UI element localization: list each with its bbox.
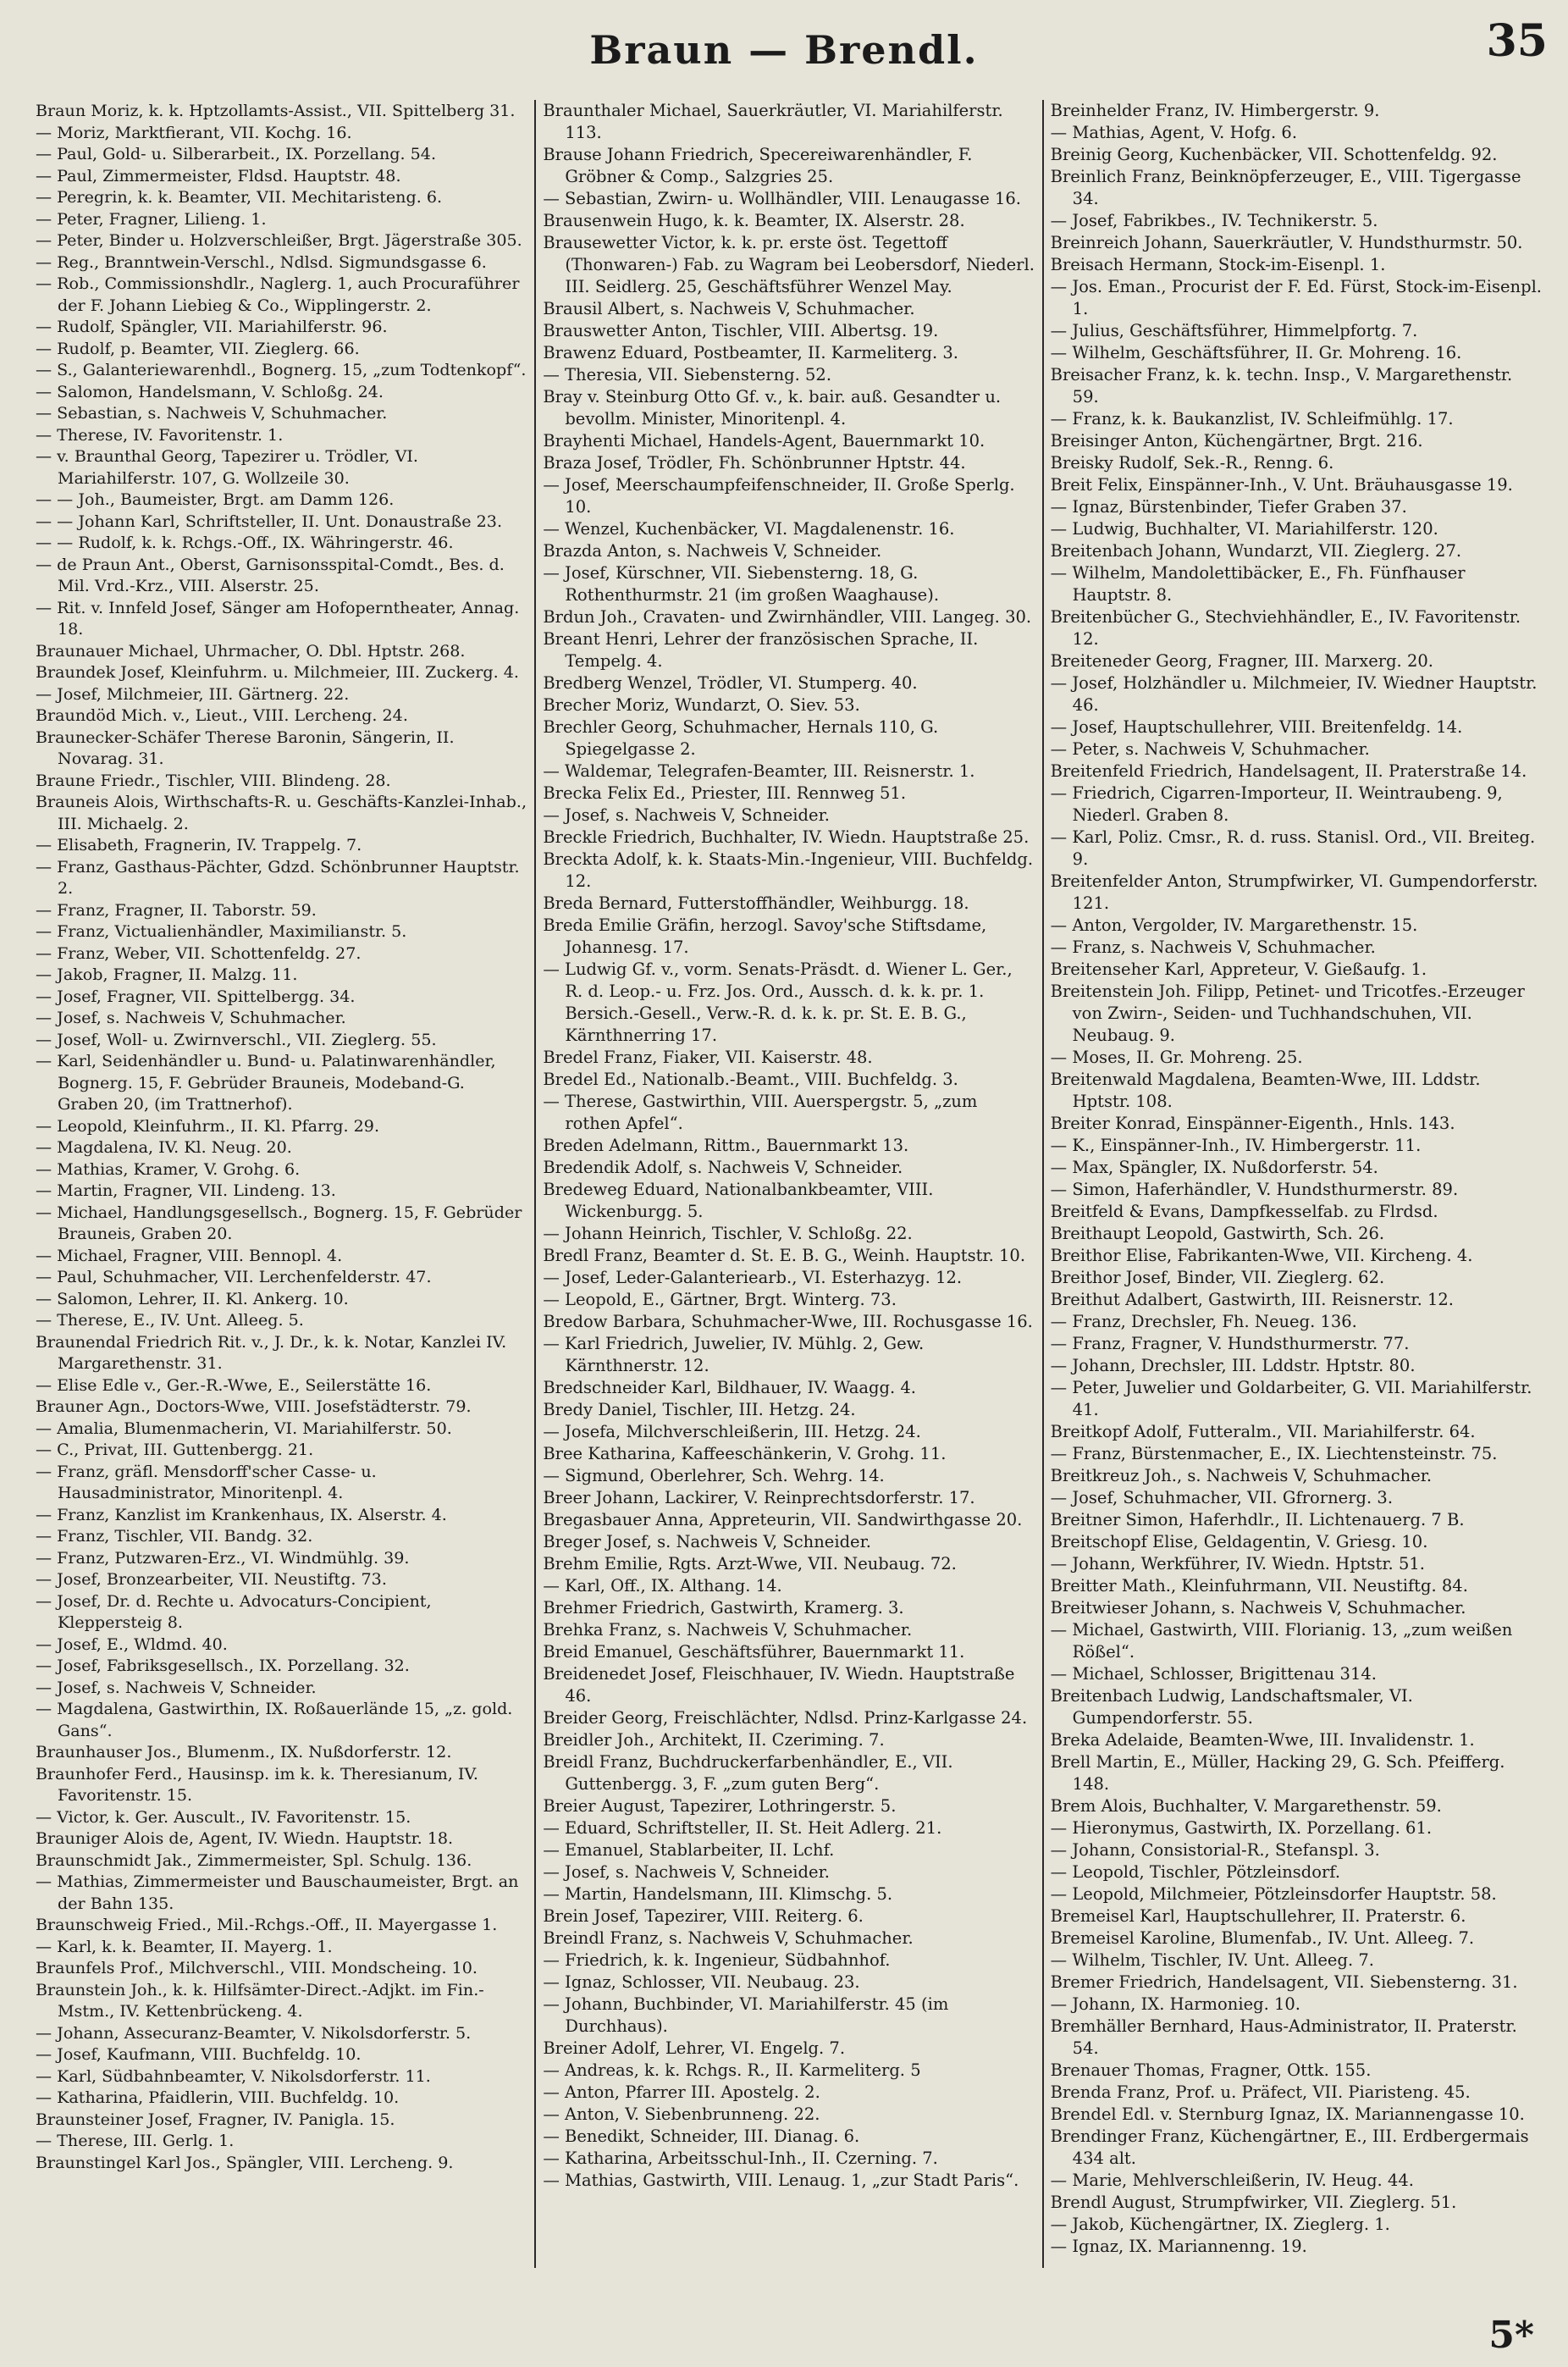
directory-entry: — Sebastian, s. Nachweis V, Schuhmacher.: [36, 403, 388, 423]
directory-entry: — Therese, III. Gerlg. 1.: [36, 2131, 235, 2150]
directory-entry: Braza Josef, Trödler, Fh. Schönbrunner Hptstr. 44.: [543, 453, 966, 473]
directory-entry: — Peter, s. Nachweis V, Schuhmacher.: [1050, 739, 1370, 759]
directory-entry: Breithor Josef, Binder, VII. Zieglerg. 62.: [1050, 1268, 1385, 1287]
directory-entry: — Franz, Victualienhändler, Maximilianstr. 5.: [36, 921, 407, 941]
directory-entry: — Josefa, Milchverschleißerin, III. Hetzg. 24.: [543, 1422, 921, 1441]
directory-entry: — Johann, Consistorial-R., Stefanspl. 3.: [1050, 1840, 1380, 1860]
directory-entry: — Paul, Schuhmacher, VII. Lerchenfelderstr. 47.: [36, 1267, 432, 1286]
directory-entry: Breier August, Tapezirer, Lothringerstr. 5.: [543, 1796, 897, 1816]
directory-entry: Breitfeld & Evans, Dampfkesselfab. zu Flrdsd.: [1050, 1202, 1438, 1221]
directory-entry: Brehka Franz, s. Nachweis V, Schuhmacher.: [543, 1620, 913, 1640]
directory-entry: — Wilhelm, Geschäftsführer, II. Gr. Mohreng. 16.: [1050, 343, 1462, 362]
directory-entry: Breitenfelder Anton, Strumpfwirker, VI. Gumpendorferstr. 121.: [1050, 871, 1538, 913]
directory-columns: [29, 100, 1549, 2268]
directory-entry: — Paul, Zimmermeister, Fldsd. Hauptstr. 48.: [36, 165, 401, 185]
directory-entry: — Magdalena, IV. Kl. Neug. 20.: [36, 1137, 292, 1157]
directory-entry: — Franz, Weber, VII. Schottenfeldg. 27.: [36, 943, 362, 963]
directory-entry: — Franz, Tischler, VII. Bandg. 32.: [36, 1526, 313, 1546]
directory-entry: Brausenwein Hugo, k. k. Beamter, IX. Alserstr. 28.: [543, 211, 965, 230]
directory-entry: Braunstingel Karl Jos., Spängler, VIII. Lercheng. 9.: [36, 2152, 454, 2172]
directory-entry: — Therese, IV. Favoritenstr. 1.: [36, 424, 284, 445]
directory-entry: Breitenfeld Friedrich, Handelsagent, II. Praterstraße 14.: [1050, 761, 1527, 781]
directory-entry: Breithut Adalbert, Gastwirth, III. Reisnerstr. 12.: [1050, 1290, 1454, 1309]
directory-entry: — Mathias, Kramer, V. Grohg. 6.: [36, 1159, 301, 1179]
directory-entry: — Franz, k. k. Baukanzlist, IV. Schleifmühlg. 17.: [1050, 409, 1454, 429]
directory-entry: — Ignaz, Bürstenbinder, Tiefer Graben 37.: [1050, 497, 1407, 517]
directory-entry: Braunfels Prof., Milchverschl., VIII. Mondscheing. 10.: [36, 1958, 478, 1977]
directory-entry: — Karl, Südbahnbeamter, V. Nikolsdorferstr. 11.: [36, 2066, 431, 2086]
directory-entry: — Marie, Mehlverschleißerin, IV. Heug. 44.: [1050, 2171, 1414, 2190]
directory-entry: — Sigmund, Oberlehrer, Sch. Wehrg. 14.: [543, 1466, 885, 1485]
directory-entry: — Peter, Juwelier und Goldarbeiter, G. VII. Mariahilferstr. 41.: [1050, 1378, 1532, 1419]
directory-entry: — Katharina, Pfaidlerin, VIII. Buchfeldg. 10.: [36, 2088, 400, 2107]
directory-entry: Brein Josef, Tapezirer, VIII. Reiterg. 6.: [543, 1906, 864, 1926]
directory-entry: Braunschweig Fried., Mil.-Rchgs.-Off., II. Mayergasse 1.: [36, 1915, 498, 1934]
directory-entry: — Anton, V. Siebenbrunneng. 22.: [543, 2104, 820, 2124]
directory-entry: — Wenzel, Kuchenbäcker, VI. Magdalenenstr. 16.: [543, 519, 955, 539]
directory-entry: Breit Felix, Einspänner-Inh., V. Unt. Bräuhausgasse 19.: [1050, 475, 1513, 495]
directory-entry: Breitenstein Joh. Filipp, Petinet- und Tricotfes.-Erzeuger von Zwirn-, Seiden- und Tuchhandschuhen, VII. Neubaug. 9.: [1050, 982, 1525, 1045]
directory-entry: — Mathias, Gastwirth, VIII. Lenaug. 1, „zur Stadt Paris“.: [543, 2171, 1019, 2190]
directory-entry: — Johann Heinrich, Tischler, V. Schloßg. 22.: [543, 1224, 913, 1243]
page-number: 35: [1486, 15, 1548, 67]
directory-entry: — Wilhelm, Mandolettibäcker, E., Fh. Fünfhauser Hauptstr. 8.: [1050, 563, 1466, 605]
directory-entry: — Jakob, Küchengärtner, IX. Zieglerg. 1.: [1050, 2215, 1390, 2234]
directory-entry: — Franz, Fragner, II. Taborstr. 59.: [36, 899, 317, 920]
directory-entry: — Peregrin, k. k. Beamter, VII. Mechitaristeng. 6.: [36, 187, 443, 207]
directory-entry: — Josef, s. Nachweis V, Schneider.: [543, 1862, 830, 1882]
running-head: Braun — Brendl.: [589, 27, 979, 73]
directory-entry: — Moriz, Marktfierant, VII. Kochg. 16.: [36, 122, 352, 142]
directory-entry: Bregasbauer Anna, Appreteurin, VII. Sandwirthgasse 20.: [543, 1510, 1023, 1529]
directory-entry: — Josef, E., Wldmd. 40.: [36, 1634, 228, 1654]
directory-entry: Breitenbücher G., Stechviehhändler, E., IV. Favoritenstr. 12.: [1050, 607, 1521, 649]
directory-entry: Brell Martin, E., Müller, Hacking 29, G. Sch. Pfeifferg. 148.: [1050, 1752, 1505, 1794]
directory-entry: — Rit. v. Innfeld Josef, Sänger am Hofoperntheater, Annag. 18.: [36, 597, 520, 639]
directory-entry: Bredl Franz, Beamter d. St. E. B. G., Weinh. Hauptstr. 10.: [543, 1246, 1026, 1265]
directory-entry: — Martin, Handelsmann, III. Klimschg. 5.: [543, 1884, 893, 1904]
directory-entry: Breckta Adolf, k. k. Staats-Min.-Ingenieur, VIII. Buchfeldg. 12.: [543, 849, 1034, 891]
directory-entry: Breid Emanuel, Geschäftsführer, Bauernmarkt 11.: [543, 1642, 965, 1662]
directory-entry: — Josef, s. Nachweis V, Schneider.: [543, 805, 830, 825]
directory-entry: Breitenwald Magdalena, Beamten-Wwe, III. Lddstr. Hptstr. 108.: [1050, 1070, 1481, 1111]
directory-entry: Breisacher Franz, k. k. techn. Insp., V. Margarethenstr. 59.: [1050, 365, 1513, 406]
directory-entry: Breda Emilie Gräfin, herzogl. Savoy'sche Stiftsdame, Johannesg. 17.: [543, 915, 987, 957]
directory-entry: — Elise Edle v., Ger.-R.-Wwe, E., Seilerstätte 16.: [36, 1374, 432, 1395]
directory-entry: Brechler Georg, Schuhmacher, Hernals 110, G. Spiegelgasse 2.: [543, 717, 939, 759]
directory-entry: — Victor, k. Ger. Auscult., IV. Favoritenstr. 15.: [36, 1806, 411, 1827]
directory-entry: Breithaupt Leopold, Gastwirth, Sch. 26.: [1050, 1224, 1385, 1243]
directory-entry: — Magdalena, Gastwirthin, IX. Roßauerlände 15, „z. gold. Gans“.: [36, 1699, 513, 1740]
directory-entry: — Benedikt, Schneider, III. Dianag. 6.: [543, 2126, 860, 2146]
directory-entry: Bray v. Steinburg Otto Gf. v., k. bair. auß. Gesandter u. bevollm. Minister, Minoritenpl. 4.: [543, 387, 1002, 429]
directory-entry: Breden Adelmann, Rittm., Bauernmarkt 13.: [543, 1136, 909, 1155]
page-header: [0, 15, 1568, 91]
directory-entry: — Andreas, k. k. Rchgs. R., II. Karmeliterg. 5: [543, 2060, 921, 2080]
directory-entry: Brausil Albert, s. Nachweis V, Schuhmacher.: [543, 299, 915, 318]
directory-entry: Breitschopf Elise, Geldagentin, V. Griesg. 10.: [1050, 1532, 1428, 1551]
directory-entry: — Emanuel, Stablarbeiter, II. Lchf.: [543, 1840, 835, 1860]
directory-entry: Brecka Felix Ed., Priester, III. Rennweg 51.: [543, 783, 907, 803]
directory-entry: Breitter Math., Kleinfuhrmann, VII. Neustiftg. 84.: [1050, 1576, 1468, 1596]
directory-entry: — Jakob, Fragner, II. Malzg. 11.: [36, 965, 298, 984]
directory-entry: — Karl, k. k. Beamter, II. Mayerg. 1.: [36, 1936, 333, 1956]
directory-entry: — Mathias, Zimmermeister und Bauschaumeister, Brgt. an der Bahn 135.: [36, 1872, 519, 1913]
directory-entry: — Johann, Werkführer, IV. Wiedn. Hptstr. 51.: [1050, 1554, 1425, 1573]
directory-entry: Breckle Friedrich, Buchhalter, IV. Wiedn. Hauptstraße 25.: [543, 827, 1030, 847]
directory-entry: Braunthaler Michael, Sauerkräutler, VI. Mariahilferstr. 113.: [543, 101, 1003, 142]
directory-entry: — S., Galanteriewarenhdl., Bognerg. 15, „zum Todtenkopf“.: [36, 360, 527, 379]
directory-entry: — Josef, s. Nachweis V, Schuhmacher.: [36, 1008, 346, 1027]
directory-entry: — Leopold, Kleinfuhrm., II. Kl. Pfarrg. 29.: [36, 1115, 380, 1136]
directory-entry: — Moses, II. Gr. Mohreng. 25.: [1050, 1048, 1303, 1067]
directory-entry: Breisach Hermann, Stock-im-Eisenpl. 1.: [1050, 255, 1386, 274]
directory-entry: — Therese, Gastwirthin, VIII. Auerspergstr. 5, „zum rothen Apfel“.: [543, 1092, 978, 1133]
directory-entry: — Josef, Fabrikbes., IV. Technikerstr. 5.: [1050, 211, 1378, 230]
directory-entry: Breidl Franz, Buchdruckerfarbenhändler, E., VII. Guttenbergg. 3, F. „zum guten Berg“.: [543, 1752, 953, 1794]
directory-entry: Breitenbach Johann, Wundarzt, VII. Zieglerg. 27.: [1050, 541, 1462, 561]
directory-entry: Breider Georg, Freischlächter, Ndlsd. Prinz-Karlgasse 24.: [543, 1708, 1028, 1728]
directory-entry: — Eduard, Schriftsteller, II. St. Heit Adlerg. 21.: [543, 1818, 942, 1838]
directory-entry: — Karl, Seidenhändler u. Bund- u. Palatinwarenhändler, Bognerg. 15, F. Gebrüder Brauneis, Modeband-G. Graben 20, (im Trattnerhof).: [36, 1051, 496, 1114]
directory-entry: — Ludwig Gf. v., vorm. Senats-Präsdt. d. Wiener L. Ger., R. d. Leop.- u. Frz. Jos. Ord., Aussch. d. k. k. pr. 1. Bersich.-Gesell., Verw.-R. d. k. k. pr. St. E. B. G., Kärnthnerring 17.: [543, 960, 1013, 1045]
directory-column-1: [29, 100, 536, 2268]
directory-entry: — — Joh., Baumeister, Brgt. am Damm 126.: [36, 489, 395, 509]
directory-entry: Bremer Friedrich, Handelsagent, VII. Siebensterng. 31.: [1050, 1972, 1518, 1992]
directory-entry: Breiter Konrad, Einspänner-Eigenth., Hnls. 143.: [1050, 1114, 1455, 1133]
directory-entry: Brauniger Alois de, Agent, IV. Wiedn. Hauptstr. 18.: [36, 1828, 454, 1848]
directory-entry: — Franz, Fragner, V. Hundsthurmerstr. 77.: [1050, 1334, 1410, 1353]
directory-entry: Breidler Joh., Architekt, II. Czeriming. 7.: [543, 1730, 885, 1750]
directory-entry: — Michael, Schlosser, Brigittenau 314.: [1050, 1664, 1377, 1684]
directory-entry: — Josef, Kaufmann, VIII. Buchfeldg. 10.: [36, 2044, 362, 2064]
directory-entry: — Rob., Commissionshdlr., Naglerg. 1, auch Procuraführer der F. Johann Liebieg & Co., Wipplingerstr. 2.: [36, 274, 520, 315]
directory-entry: Bredberg Wenzel, Trödler, VI. Stumperg. 40.: [543, 673, 918, 693]
directory-entry: Brawenz Eduard, Postbeamter, II. Karmeliterg. 3.: [543, 343, 958, 362]
directory-entry: Braundöd Mich. v., Lieut., VIII. Lercheng. 24.: [36, 705, 408, 725]
directory-entry: Breisinger Anton, Küchengärtner, Brgt. 216.: [1050, 431, 1423, 451]
directory-entry: — Hieronymus, Gastwirth, IX. Porzellang. 61.: [1050, 1818, 1433, 1838]
directory-entry: — Therese, E., IV. Unt. Alleeg. 5.: [36, 1310, 304, 1330]
directory-entry: — Anton, Vergolder, IV. Margarethenstr. 15.: [1050, 915, 1418, 935]
directory-entry: Breindl Franz, s. Nachweis V, Schuhmacher.: [543, 1928, 914, 1948]
directory-entry: Breitenbach Ludwig, Landschaftsmaler, VI. Gumpendorferstr. 55.: [1050, 1686, 1413, 1728]
directory-entry: Brause Johann Friedrich, Specereiwarenhändler, F. Gröbner & Comp., Salzgries 25.: [543, 145, 973, 186]
directory-entry: Breer Johann, Lackirer, V. Reinprechtsdorferstr. 17.: [543, 1488, 975, 1507]
directory-entry: Brenda Franz, Prof. u. Präfect, VII. Piaristeng. 45.: [1050, 2082, 1471, 2102]
directory-entry: — Salomon, Handelsmann, V. Schloßg. 24.: [36, 381, 384, 401]
directory-entry: Brauswetter Anton, Tischler, VIII. Albertsg. 19.: [543, 321, 939, 340]
directory-entry: — Julius, Geschäftsführer, Himmelpfortg. 7.: [1050, 321, 1418, 340]
directory-entry: Brehmer Friedrich, Gastwirth, Kramerg. 3.: [543, 1598, 904, 1618]
directory-entry: — Josef, Bronzearbeiter, VII. Neustiftg. 73.: [36, 1569, 387, 1589]
directory-entry: Breitkopf Adolf, Futteralm., VII. Mariahilferstr. 64.: [1050, 1422, 1476, 1441]
directory-entry: — Katharina, Arbeitsschul-Inh., II. Czerning. 7.: [543, 2149, 938, 2168]
directory-entry: Bredy Daniel, Tischler, III. Hetzg. 24.: [543, 1400, 856, 1419]
directory-entry: — Franz, s. Nachweis V, Schuhmacher.: [1050, 937, 1376, 957]
directory-entry: Breitner Simon, Haferhdlr., II. Lichtenauerg. 7 B.: [1050, 1510, 1465, 1529]
directory-entry: — Johann, Buchbinder, VI. Mariahilferstr. 45 (im Durchhaus).: [543, 1994, 949, 2036]
directory-entry: — Friedrich, k. k. Ingenieur, Südbahnhof.: [543, 1950, 891, 1970]
directory-entry: — Michael, Fragner, VIII. Bennopl. 4.: [36, 1245, 343, 1265]
directory-entry: — Theresia, VII. Siebensterng. 52.: [543, 365, 832, 384]
directory-entry: — Leopold, E., Gärtner, Brgt. Winterg. 73.: [543, 1290, 897, 1309]
directory-entry: Braunhofer Ferd., Hausinsp. im k. k. Theresianum, IV. Favoritenstr. 15.: [36, 1763, 478, 1805]
directory-entry: Breiteneder Georg, Fragner, III. Marxerg. 20.: [1050, 651, 1433, 671]
directory-entry: — Elisabeth, Fragnerin, IV. Trappelg. 7.: [36, 835, 362, 854]
directory-entry: Brenauer Thomas, Fragner, Ottk. 155.: [1050, 2060, 1372, 2080]
directory-entry: Breinig Georg, Kuchenbäcker, VII. Schottenfeldg. 92.: [1050, 145, 1498, 164]
directory-entry: — Waldemar, Telegrafen-Beamter, III. Reisnerstr. 1.: [543, 761, 975, 781]
directory-entry: Braunhauser Jos., Blumenm., IX. Nußdorferstr. 12.: [36, 1742, 452, 1761]
directory-entry: — Ignaz, IX. Mariannenng. 19.: [1050, 2237, 1307, 2256]
directory-entry: — Josef, Woll- u. Zwirnverschl., VII. Zieglerg. 55.: [36, 1029, 437, 1049]
directory-column-2: [536, 100, 1043, 2268]
directory-entry: — Franz, Putzwaren-Erz., VI. Windmühlg. 39.: [36, 1547, 410, 1568]
directory-entry: Bredendik Adolf, s. Nachweis V, Schneider.: [543, 1158, 903, 1177]
directory-entry: Brausewetter Victor, k. k. pr. erste öst. Tegettoff (Thonwaren-) Fab. zu Wagram bei Leobersdorf, Niederl. III. Seidlerg. 25, Geschäftsführer Wenzel May.: [543, 233, 1035, 296]
directory-entry: Brecher Moriz, Wundarzt, O. Siev. 53.: [543, 695, 860, 715]
directory-entry: Brem Alois, Buchhalter, V. Margarethenstr. 59.: [1050, 1796, 1442, 1816]
directory-entry: Breithor Elise, Fabrikanten-Wwe, VII. Kircheng. 4.: [1050, 1246, 1473, 1265]
directory-entry: Bredel Ed., Nationalb.-Beamt., VIII. Buchfeldg. 3.: [543, 1070, 958, 1089]
directory-entry: Bredeweg Eduard, Nationalbankbeamter, VIII. Wickenburgg. 5.: [543, 1180, 934, 1221]
directory-entry: Bremeisel Karl, Hauptschullehrer, II. Praterstr. 6.: [1050, 1906, 1466, 1926]
directory-entry: — Franz, Drechsler, Fh. Neueg. 136.: [1050, 1312, 1357, 1331]
directory-entry: — Anton, Pfarrer III. Apostelg. 2.: [543, 2082, 820, 2102]
directory-entry: Breinreich Johann, Sauerkräutler, V. Hundsthurmstr. 50.: [1050, 233, 1523, 252]
directory-entry: Bredow Barbara, Schuhmacher-Wwe, III. Rochusgasse 16.: [543, 1312, 1033, 1331]
directory-entry: — Karl Friedrich, Juwelier, IV. Mühlg. 2, Gew. Kärnthnerstr. 12.: [543, 1334, 925, 1375]
directory-entry: Breitkreuz Joh., s. Nachweis V, Schuhmacher.: [1050, 1466, 1433, 1485]
directory-entry: — Josef, s. Nachweis V, Schneider.: [36, 1677, 317, 1697]
directory-entry: — Johann, Drechsler, III. Lddstr. Hptstr. 80.: [1050, 1356, 1416, 1375]
directory-entry: — Martin, Fragner, VII. Lindeng. 13.: [36, 1181, 336, 1200]
directory-entry: — Josef, Fragner, VII. Spittelbergg. 34.: [36, 986, 356, 1006]
directory-entry: Breisky Rudolf, Sek.-R., Renng. 6.: [1050, 453, 1334, 473]
directory-entry: Braune Friedr., Tischler, VIII. Blindeng. 28.: [36, 770, 391, 790]
directory-entry: Brdun Joh., Cravaten- und Zwirnhändler, VIII. Langeg. 30.: [543, 607, 1032, 627]
directory-entry: — Paul, Gold- u. Silberarbeit., IX. Porzellang. 54.: [36, 144, 437, 163]
directory-entry: Brazda Anton, s. Nachweis V, Schneider.: [543, 541, 882, 561]
directory-entry: Bremhäller Bernhard, Haus-Administrator, II. Praterstr. 54.: [1050, 2016, 1517, 2058]
directory-entry: — Franz, gräfl. Mensdorff'scher Casse- u. Hausadministrator, Minoritenpl. 4.: [36, 1461, 377, 1502]
directory-entry: Brayhenti Michael, Handels-Agent, Bauernmarkt 10.: [543, 431, 986, 451]
directory-entry: — Franz, Kanzlist im Krankenhaus, IX. Alserstr. 4.: [36, 1504, 447, 1524]
directory-entry: — Josef, Meerschaumpfeifenschneider, II. Große Sperlg. 10.: [543, 475, 1015, 517]
directory-entry: — Amalia, Blumenmacherin, VI. Mariahilferstr. 50.: [36, 1418, 452, 1438]
directory-entry: Brendl August, Strumpfwirker, VII. Zieglerg. 51.: [1050, 2193, 1457, 2212]
directory-entry: — Rudolf, p. Beamter, VII. Zieglerg. 66.: [36, 338, 360, 358]
directory-entry: — — Johann Karl, Schriftsteller, II. Unt. Donaustraße 23.: [36, 511, 503, 531]
directory-entry: — Josef, Dr. d. Rechte u. Advocaturs-Concipient, Kleppersteig 8.: [36, 1590, 432, 1632]
directory-entry: — Simon, Haferhändler, V. Hundsthurmerstr. 89.: [1050, 1180, 1459, 1199]
directory-entry: — Franz, Gasthaus-Pächter, Gdzd. Schönbrunner Hauptstr. 2.: [36, 856, 520, 898]
directory-entry: — Jos. Eman., Procurist der F. Ed. Fürst, Stock-im-Eisenpl. 1.: [1050, 277, 1543, 318]
directory-entry: Braunendal Friedrich Rit. v., J. Dr., k. k. Notar, Kanzlei IV. Margarethenstr. 31.: [36, 1331, 507, 1373]
directory-entry: — Josef, Fabriksgesellsch., IX. Porzellang. 32.: [36, 1656, 410, 1675]
directory-entry: Brauner Agn., Doctors-Wwe, VIII. Josefstädterstr. 79.: [36, 1396, 472, 1416]
directory-entry: — v. Braunthal Georg, Tapezirer u. Trödler, VI. Mariahilferstr. 107, G. Wollzeile 30.: [36, 446, 418, 488]
directory-entry: — Ludwig, Buchhalter, VI. Mariahilferstr. 120.: [1050, 519, 1438, 539]
directory-entry: — Wilhelm, Tischler, IV. Unt. Alleeg. 7.: [1050, 1950, 1374, 1970]
directory-entry: — Leopold, Tischler, Pötzleinsdorf.: [1050, 1862, 1341, 1882]
directory-entry: — Salomon, Lehrer, II. Kl. Ankerg. 10.: [36, 1288, 349, 1308]
directory-entry: Breitenseher Karl, Appreteur, V. Gießaufg. 1.: [1050, 960, 1427, 979]
directory-entry: Braunecker-Schäfer Therese Baronin, Sängerin, II. Novarag. 31.: [36, 727, 455, 768]
directory-entry: — Mathias, Agent, V. Hofg. 6.: [1050, 123, 1298, 142]
directory-entry: Breinlich Franz, Beinknöpferzeuger, E., VIII. Tigergasse 34.: [1050, 167, 1521, 208]
directory-entry: Braundek Josef, Kleinfuhrm. u. Milchmeier, III. Zuckerg. 4.: [36, 662, 519, 682]
directory-entry: Breger Josef, s. Nachweis V, Schneider.: [543, 1532, 871, 1551]
directory-entry: — Josef, Leder-Galanteriearb., VI. Esterhazyg. 12.: [543, 1268, 963, 1287]
directory-entry: — Leopold, Milchmeier, Pötzleinsdorfer Hauptstr. 58.: [1050, 1884, 1497, 1904]
directory-entry: — Peter, Fragner, Lilieng. 1.: [36, 208, 267, 229]
directory-entry: — Rudolf, Spängler, VII. Mariahilferstr. 96.: [36, 317, 388, 336]
directory-entry: Braunsteiner Josef, Fragner, IV. Panigla. 15.: [36, 2109, 395, 2129]
directory-entry: Breinhelder Franz, IV. Himbergerstr. 9.: [1050, 101, 1380, 120]
directory-entry: — Karl, Off., IX. Althang. 14.: [543, 1576, 782, 1596]
directory-entry: — — Rudolf, k. k. Rchgs.-Off., IX. Währingerstr. 46.: [36, 533, 454, 552]
directory-entry: Breidenedet Josef, Fleischhauer, IV. Wiedn. Hauptstraße 46.: [543, 1664, 1015, 1706]
directory-entry: — Reg., Branntwein-Verschl., Ndlsd. Sigmundsgasse 6.: [36, 252, 487, 272]
directory-entry: — Josef, Holzhändler u. Milchmeier, IV. Wiedner Hauptstr. 46.: [1050, 673, 1538, 715]
directory-entry: Braunauer Michael, Uhrmacher, O. Dbl. Hptstr. 268.: [36, 640, 466, 661]
directory-entry: — Sebastian, Zwirn- u. Wollhändler, VIII. Lenaugasse 16.: [543, 189, 1021, 208]
directory-entry: Braunschmidt Jak., Zimmermeister, Spl. Schulg. 136.: [36, 1850, 472, 1870]
directory-entry: Bremeisel Karoline, Blumenfab., IV. Unt. Alleeg. 7.: [1050, 1928, 1475, 1948]
directory-entry: — Josef, Schuhmacher, VII. Gfrornerg. 3.: [1050, 1488, 1394, 1507]
signature-mark: 5*: [1488, 2314, 1534, 2357]
directory-entry: Brauneis Alois, Wirthschafts-R. u. Geschäfts-Kanzlei-Inhab., III. Michaelg. 2.: [36, 792, 527, 833]
directory-entry: Breda Bernard, Futterstoffhändler, Weihburgg. 18.: [543, 893, 969, 913]
directory-entry: Breant Henri, Lehrer der französischen Sprache, II. Tempelg. 4.: [543, 629, 979, 671]
directory-entry: — Johann, Assecuranz-Beamter, V. Nikolsdorferstr. 5.: [36, 2022, 472, 2043]
directory-entry: — Ignaz, Schlosser, VII. Neubaug. 23.: [543, 1972, 860, 1992]
directory-entry: — Michael, Gastwirth, VIII. Florianig. 13, „zum weißen Rößel“.: [1050, 1620, 1513, 1662]
directory-entry: Breiner Adolf, Lehrer, VI. Engelg. 7.: [543, 2038, 846, 2058]
directory-entry: Bredel Franz, Fiaker, VII. Kaiserstr. 48.: [543, 1048, 873, 1067]
directory-entry: — Josef, Hauptschullehrer, VIII. Breitenfeldg. 14.: [1050, 717, 1463, 737]
directory-entry: — Michael, Handlungsgesellsch., Bognerg. 15, F. Gebrüder Brauneis, Graben 20.: [36, 1202, 522, 1243]
directory-entry: — Peter, Binder u. Holzverschleißer, Brgt. Jägerstraße 305.: [36, 230, 522, 250]
directory-entry: — Friedrich, Cigarren-Importeur, II. Weintraubeng. 9, Niederl. Graben 8.: [1050, 783, 1503, 825]
directory-entry: Brendinger Franz, Küchengärtner, E., III. Erdbergermais 434 alt.: [1050, 2126, 1529, 2168]
directory-entry: Brehm Emilie, Rgts. Arzt-Wwe, VII. Neubaug. 72.: [543, 1554, 957, 1573]
directory-entry: — Josef, Milchmeier, III. Gärtnerg. 22.: [36, 683, 350, 704]
directory-entry: — Karl, Poliz. Cmsr., R. d. russ. Stanisl. Ord., VII. Breiteg. 9.: [1050, 827, 1536, 869]
directory-entry: — Josef, Kürschner, VII. Siebensterng. 18, G. Rothenthurmstr. 21 (im großen Waaghause).: [543, 563, 940, 605]
directory-entry: — K., Einspänner-Inh., IV. Himbergerstr. 11.: [1050, 1136, 1422, 1155]
directory-entry: Braun Moriz, k. k. Hptzollamts-Assist., VII. Spittelberg 31.: [36, 101, 516, 120]
directory-entry: — de Praun Ant., Oberst, Garnisonsspital-Comdt., Bes. d. Mil. Vrd.-Krz., VIII. Alserstr. 25.: [36, 554, 505, 595]
directory-entry: — Max, Spängler, IX. Nußdorferstr. 54.: [1050, 1158, 1378, 1177]
directory-entry: — Johann, IX. Harmonieg. 10.: [1050, 1994, 1301, 2014]
directory-entry: Breitwieser Johann, s. Nachweis V, Schuhmacher.: [1050, 1598, 1466, 1618]
directory-entry: Brendel Edl. v. Sternburg Ignaz, IX. Mariannengasse 10.: [1050, 2104, 1525, 2124]
directory-entry: Braunstein Joh., k. k. Hilfsämter-Direct.-Adjkt. im Fin.-Mstm., IV. Kettenbrückeng. 4.: [36, 1979, 484, 2021]
directory-entry: Bree Katharina, Kaffeeschänkerin, V. Grohg. 11.: [543, 1444, 947, 1463]
directory-entry: — C., Privat, III. Guttenbergg. 21.: [36, 1440, 314, 1459]
directory-entry: Breka Adelaide, Beamten-Wwe, III. Invalidenstr. 1.: [1050, 1730, 1475, 1750]
directory-entry: Bredschneider Karl, Bildhauer, IV. Waagg. 4.: [543, 1378, 917, 1397]
directory-entry: — Franz, Bürstenmacher, E., IX. Liechtensteinstr. 75.: [1050, 1444, 1498, 1463]
directory-column-3: [1044, 100, 1549, 2268]
